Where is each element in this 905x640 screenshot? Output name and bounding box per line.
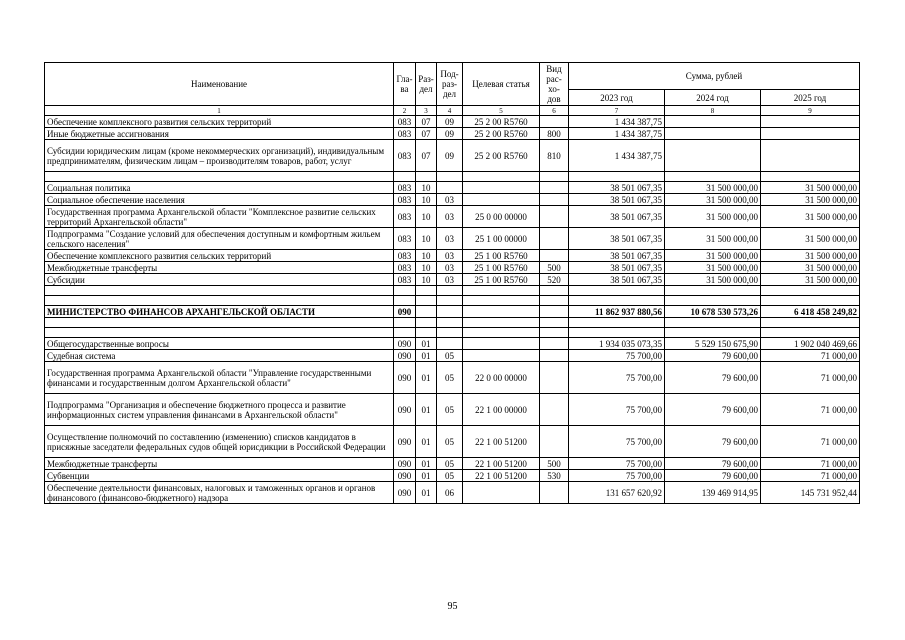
empty-cell	[665, 296, 761, 306]
empty-cell	[45, 318, 394, 328]
empty-cell	[416, 328, 437, 338]
row-sum-2023: 75 700,00	[569, 350, 665, 362]
row-sum-2023: 75 700,00	[569, 394, 665, 426]
empty-cell	[569, 328, 665, 338]
row-razdel: 01	[416, 338, 437, 350]
row-celevaya-statya: 25 1 00 R5760	[463, 250, 540, 262]
header-row	[45, 63, 860, 90]
row-sum-2023: 131 657 620,92	[569, 482, 665, 504]
table-row	[45, 274, 860, 286]
row-sum-2025: 71 000,00	[761, 394, 860, 426]
row-celevaya-statya: 25 2 00 R5760	[463, 140, 540, 172]
empty-cell	[569, 286, 665, 296]
row-sum-2023: 38 501 067,35	[569, 194, 665, 206]
row-vid-rashodov	[540, 306, 569, 318]
row-name: Иные бюджетные ассигнования	[45, 128, 394, 140]
table-row	[45, 116, 860, 128]
row-vid-rashodov: 500	[540, 458, 569, 470]
header-podrazdel: Под-раз-дел	[437, 63, 463, 106]
empty-cell	[540, 296, 569, 306]
row-name: Обеспечение деятельности финансовых, налоговых и таможенных органов и органов финансового (финансово-бюджетного) надзора	[45, 482, 394, 504]
row-celevaya-statya: 22 0 00 00000	[463, 362, 540, 394]
row-vid-rashodov	[540, 194, 569, 206]
row-glava: 083	[394, 128, 416, 140]
empty-cell	[463, 318, 540, 328]
row-vid-rashodov: 500	[540, 262, 569, 274]
row-razdel: 07	[416, 116, 437, 128]
row-razdel: 01	[416, 470, 437, 482]
row-sum-2025: 31 500 000,00	[761, 228, 860, 250]
row-sum-2024: 10 678 530 573,26	[665, 306, 761, 318]
budget-table	[44, 62, 860, 504]
row-sum-2025: 6 418 458 249,82	[761, 306, 860, 318]
empty-cell	[569, 318, 665, 328]
row-sum-2023: 38 501 067,35	[569, 206, 665, 228]
header-year-2023: 2023 год	[569, 90, 665, 106]
row-vid-rashodov	[540, 394, 569, 426]
row-name: Общегосударственные вопросы	[45, 338, 394, 350]
row-vid-rashodov	[540, 338, 569, 350]
row-glava: 083	[394, 250, 416, 262]
table-row	[45, 250, 860, 262]
row-name: Обеспечение комплексного развития сельских территорий	[45, 250, 394, 262]
empty-cell	[463, 172, 540, 182]
row-sum-2023: 38 501 067,35	[569, 274, 665, 286]
row-sum-2025: 31 500 000,00	[761, 250, 860, 262]
empty-cell	[437, 296, 463, 306]
row-razdel: 10	[416, 262, 437, 274]
page-number: 95	[447, 601, 458, 612]
row-sum-2025: 71 000,00	[761, 458, 860, 470]
row-name: Подпрограмма "Организация и обеспечение бюджетного процесса и развитие информационных систем управления финансами в Архангельской области"	[45, 394, 394, 426]
empty-cell	[416, 318, 437, 328]
spacer-row	[45, 296, 860, 306]
row-sum-2024: 31 500 000,00	[665, 250, 761, 262]
table-row	[45, 470, 860, 482]
row-glava: 090	[394, 470, 416, 482]
column-number: 3	[416, 106, 437, 116]
row-razdel: 10	[416, 194, 437, 206]
row-razdel: 01	[416, 426, 437, 458]
row-podrazdel: 03	[437, 194, 463, 206]
empty-cell	[540, 328, 569, 338]
table-row	[45, 458, 860, 470]
row-sum-2023: 38 501 067,35	[569, 262, 665, 274]
row-celevaya-statya	[463, 194, 540, 206]
row-sum-2025	[761, 140, 860, 172]
row-sum-2023: 75 700,00	[569, 470, 665, 482]
row-name: Субвенции	[45, 470, 394, 482]
row-glava: 090	[394, 362, 416, 394]
spacer-row	[45, 172, 860, 182]
row-sum-2024: 79 600,00	[665, 394, 761, 426]
row-name: Судебная система	[45, 350, 394, 362]
row-celevaya-statya: 22 1 00 51200	[463, 470, 540, 482]
row-glava: 083	[394, 206, 416, 228]
row-sum-2024: 79 600,00	[665, 350, 761, 362]
row-podrazdel: 05	[437, 426, 463, 458]
row-celevaya-statya: 25 1 00 R5760	[463, 262, 540, 274]
row-celevaya-statya: 25 1 00 R5760	[463, 274, 540, 286]
row-razdel: 01	[416, 362, 437, 394]
row-sum-2023: 38 501 067,35	[569, 182, 665, 194]
empty-cell	[463, 296, 540, 306]
row-sum-2023: 75 700,00	[569, 362, 665, 394]
table-row	[45, 140, 860, 172]
column-number: 6	[540, 106, 569, 116]
table-row	[45, 426, 860, 458]
row-podrazdel: 03	[437, 262, 463, 274]
empty-cell	[394, 328, 416, 338]
row-name: МИНИСТЕРСТВО ФИНАНСОВ АРХАНГЕЛЬСКОЙ ОБЛАСТИ	[45, 306, 394, 318]
empty-cell	[569, 172, 665, 182]
row-razdel: 01	[416, 482, 437, 504]
row-podrazdel: 05	[437, 458, 463, 470]
empty-cell	[540, 286, 569, 296]
row-razdel: 10	[416, 250, 437, 262]
row-vid-rashodov	[540, 206, 569, 228]
row-sum-2023: 1 434 387,75	[569, 140, 665, 172]
row-celevaya-statya	[463, 350, 540, 362]
column-number: 1	[45, 106, 394, 116]
row-vid-rashodov	[540, 228, 569, 250]
header-year-2025: 2025 год	[761, 90, 860, 106]
row-glava: 083	[394, 262, 416, 274]
row-name: Осуществление полномочий по составлению (изменению) списков кандидатов в присяжные заседатели федеральных судов общей юрисдикции в Российской Федерации	[45, 426, 394, 458]
row-podrazdel: 03	[437, 206, 463, 228]
row-celevaya-statya	[463, 306, 540, 318]
row-podrazdel: 09	[437, 128, 463, 140]
row-sum-2025: 145 731 952,44	[761, 482, 860, 504]
header-name: Наименование	[45, 63, 394, 106]
row-sum-2025: 31 500 000,00	[761, 262, 860, 274]
row-name: Межбюджетные трансферты	[45, 458, 394, 470]
row-razdel: 07	[416, 128, 437, 140]
row-vid-rashodov	[540, 350, 569, 362]
row-name: Субсидии юридическим лицам (кроме некоммерческих организаций), индивидуальным предпринимателям, физическим лицам – производителям товаров, работ, услуг	[45, 140, 394, 172]
table-row	[45, 350, 860, 362]
row-podrazdel	[437, 182, 463, 194]
empty-cell	[761, 172, 860, 182]
row-vid-rashodov	[540, 482, 569, 504]
empty-cell	[45, 328, 394, 338]
row-razdel: 01	[416, 458, 437, 470]
row-glava: 083	[394, 228, 416, 250]
row-celevaya-statya: 22 1 00 51200	[463, 458, 540, 470]
row-sum-2024: 139 469 914,95	[665, 482, 761, 504]
row-sum-2025: 1 902 040 469,66	[761, 338, 860, 350]
empty-cell	[665, 286, 761, 296]
row-razdel: 07	[416, 140, 437, 172]
row-podrazdel: 05	[437, 394, 463, 426]
row-glava: 083	[394, 182, 416, 194]
header-razdel: Раз-дел	[416, 63, 437, 106]
row-podrazdel: 06	[437, 482, 463, 504]
empty-cell	[761, 286, 860, 296]
row-razdel: 10	[416, 182, 437, 194]
row-vid-rashodov	[540, 362, 569, 394]
row-name: Государственная программа Архангельской области "Управление государственными финансами и государственным долгом Архангельской области"	[45, 362, 394, 394]
spacer-row	[45, 286, 860, 296]
row-sum-2025: 71 000,00	[761, 350, 860, 362]
row-sum-2024: 5 529 150 675,90	[665, 338, 761, 350]
table-row	[45, 194, 860, 206]
row-name: Подпрограмма "Создание условий для обеспечения доступным и комфортным жильем сельского населения"	[45, 228, 394, 250]
row-sum-2024: 31 500 000,00	[665, 228, 761, 250]
row-vid-rashodov: 800	[540, 128, 569, 140]
row-celevaya-statya	[463, 182, 540, 194]
empty-cell	[761, 318, 860, 328]
row-glava: 090	[394, 458, 416, 470]
empty-cell	[761, 296, 860, 306]
row-vid-rashodov	[540, 250, 569, 262]
empty-cell	[540, 172, 569, 182]
empty-cell	[394, 286, 416, 296]
empty-cell	[416, 296, 437, 306]
empty-cell	[569, 296, 665, 306]
table-row	[45, 228, 860, 250]
row-celevaya-statya: 25 2 00 R5760	[463, 116, 540, 128]
table-row	[45, 362, 860, 394]
row-razdel	[416, 306, 437, 318]
row-glava: 083	[394, 194, 416, 206]
row-glava: 090	[394, 426, 416, 458]
column-number: 8	[665, 106, 761, 116]
header-vid-rashodov: Вид рас-хо-дов	[540, 63, 569, 106]
row-sum-2025: 71 000,00	[761, 470, 860, 482]
row-sum-2024: 31 500 000,00	[665, 182, 761, 194]
row-razdel: 10	[416, 274, 437, 286]
row-sum-2025	[761, 116, 860, 128]
row-sum-2023: 1 434 387,75	[569, 128, 665, 140]
table-row	[45, 338, 860, 350]
row-sum-2024: 79 600,00	[665, 458, 761, 470]
row-sum-2024: 79 600,00	[665, 470, 761, 482]
row-sum-2024: 31 500 000,00	[665, 194, 761, 206]
empty-cell	[416, 172, 437, 182]
row-sum-2024: 31 500 000,00	[665, 274, 761, 286]
row-glava: 090	[394, 350, 416, 362]
row-glava: 090	[394, 482, 416, 504]
row-podrazdel: 09	[437, 140, 463, 172]
row-glava: 090	[394, 306, 416, 318]
table-row	[45, 306, 860, 318]
row-name: Межбюджетные трансферты	[45, 262, 394, 274]
column-number: 2	[394, 106, 416, 116]
empty-cell	[540, 318, 569, 328]
row-podrazdel	[437, 338, 463, 350]
empty-cell	[761, 328, 860, 338]
row-sum-2025: 71 000,00	[761, 426, 860, 458]
header-year-2024: 2024 год	[665, 90, 761, 106]
column-number: 7	[569, 106, 665, 116]
row-sum-2024: 31 500 000,00	[665, 262, 761, 274]
row-podrazdel: 09	[437, 116, 463, 128]
row-name: Обеспечение комплексного развития сельских территорий	[45, 116, 394, 128]
empty-cell	[45, 286, 394, 296]
row-glava: 090	[394, 338, 416, 350]
empty-cell	[437, 286, 463, 296]
table-row	[45, 482, 860, 504]
empty-cell	[463, 286, 540, 296]
row-sum-2023: 38 501 067,35	[569, 250, 665, 262]
row-podrazdel: 03	[437, 228, 463, 250]
row-glava: 083	[394, 116, 416, 128]
row-podrazdel	[437, 306, 463, 318]
row-sum-2023: 75 700,00	[569, 426, 665, 458]
column-number: 5	[463, 106, 540, 116]
row-razdel: 10	[416, 228, 437, 250]
row-sum-2024: 31 500 000,00	[665, 206, 761, 228]
empty-cell	[394, 318, 416, 328]
header-summa: Сумма, рублей	[569, 63, 860, 90]
empty-cell	[437, 172, 463, 182]
row-sum-2025: 31 500 000,00	[761, 182, 860, 194]
row-vid-rashodov: 530	[540, 470, 569, 482]
row-vid-rashodov: 810	[540, 140, 569, 172]
empty-cell	[463, 328, 540, 338]
table-row	[45, 262, 860, 274]
row-celevaya-statya	[463, 338, 540, 350]
row-vid-rashodov	[540, 426, 569, 458]
empty-cell	[45, 172, 394, 182]
row-podrazdel: 05	[437, 470, 463, 482]
row-razdel: 10	[416, 206, 437, 228]
row-celevaya-statya: 25 0 00 00000	[463, 206, 540, 228]
empty-cell	[45, 296, 394, 306]
header-glava: Гла-ва	[394, 63, 416, 106]
empty-cell	[437, 318, 463, 328]
row-sum-2025: 31 500 000,00	[761, 194, 860, 206]
row-vid-rashodov	[540, 182, 569, 194]
row-sum-2023: 1 934 035 073,35	[569, 338, 665, 350]
table-row	[45, 206, 860, 228]
row-celevaya-statya: 22 1 00 00000	[463, 394, 540, 426]
row-sum-2024	[665, 116, 761, 128]
row-glava: 083	[394, 140, 416, 172]
empty-cell	[665, 328, 761, 338]
row-vid-rashodov: 520	[540, 274, 569, 286]
row-vid-rashodov	[540, 116, 569, 128]
table-row	[45, 394, 860, 426]
row-podrazdel: 03	[437, 274, 463, 286]
row-celevaya-statya: 22 1 00 51200	[463, 426, 540, 458]
row-sum-2025	[761, 128, 860, 140]
row-sum-2023: 1 434 387,75	[569, 116, 665, 128]
row-sum-2025: 31 500 000,00	[761, 274, 860, 286]
empty-cell	[416, 286, 437, 296]
empty-cell	[394, 296, 416, 306]
header-celevaya-statya: Целевая статья	[463, 63, 540, 106]
row-podrazdel: 05	[437, 362, 463, 394]
row-name: Государственная программа Архангельской области "Комплексное развитие сельских территорий Архангельской области"	[45, 206, 394, 228]
row-razdel: 01	[416, 394, 437, 426]
column-number: 4	[437, 106, 463, 116]
table-row	[45, 182, 860, 194]
row-sum-2024	[665, 140, 761, 172]
row-sum-2023: 11 862 937 880,56	[569, 306, 665, 318]
column-number: 9	[761, 106, 860, 116]
row-sum-2024: 79 600,00	[665, 426, 761, 458]
column-numbers-row	[45, 106, 860, 116]
row-name: Социальная политика	[45, 182, 394, 194]
spacer-row	[45, 328, 860, 338]
row-sum-2023: 75 700,00	[569, 458, 665, 470]
spacer-row	[45, 318, 860, 328]
row-celevaya-statya: 25 1 00 00000	[463, 228, 540, 250]
row-sum-2023: 38 501 067,35	[569, 228, 665, 250]
empty-cell	[665, 318, 761, 328]
row-celevaya-statya: 25 2 00 R5760	[463, 128, 540, 140]
row-sum-2024	[665, 128, 761, 140]
row-glava: 090	[394, 394, 416, 426]
table-row	[45, 128, 860, 140]
row-glava: 083	[394, 274, 416, 286]
row-sum-2024: 79 600,00	[665, 362, 761, 394]
row-name: Социальное обеспечение населения	[45, 194, 394, 206]
empty-cell	[437, 328, 463, 338]
row-celevaya-statya	[463, 482, 540, 504]
row-sum-2025: 71 000,00	[761, 362, 860, 394]
empty-cell	[665, 172, 761, 182]
row-podrazdel: 05	[437, 350, 463, 362]
row-name: Субсидии	[45, 274, 394, 286]
row-sum-2025: 31 500 000,00	[761, 206, 860, 228]
empty-cell	[394, 172, 416, 182]
row-razdel: 01	[416, 350, 437, 362]
row-podrazdel: 03	[437, 250, 463, 262]
